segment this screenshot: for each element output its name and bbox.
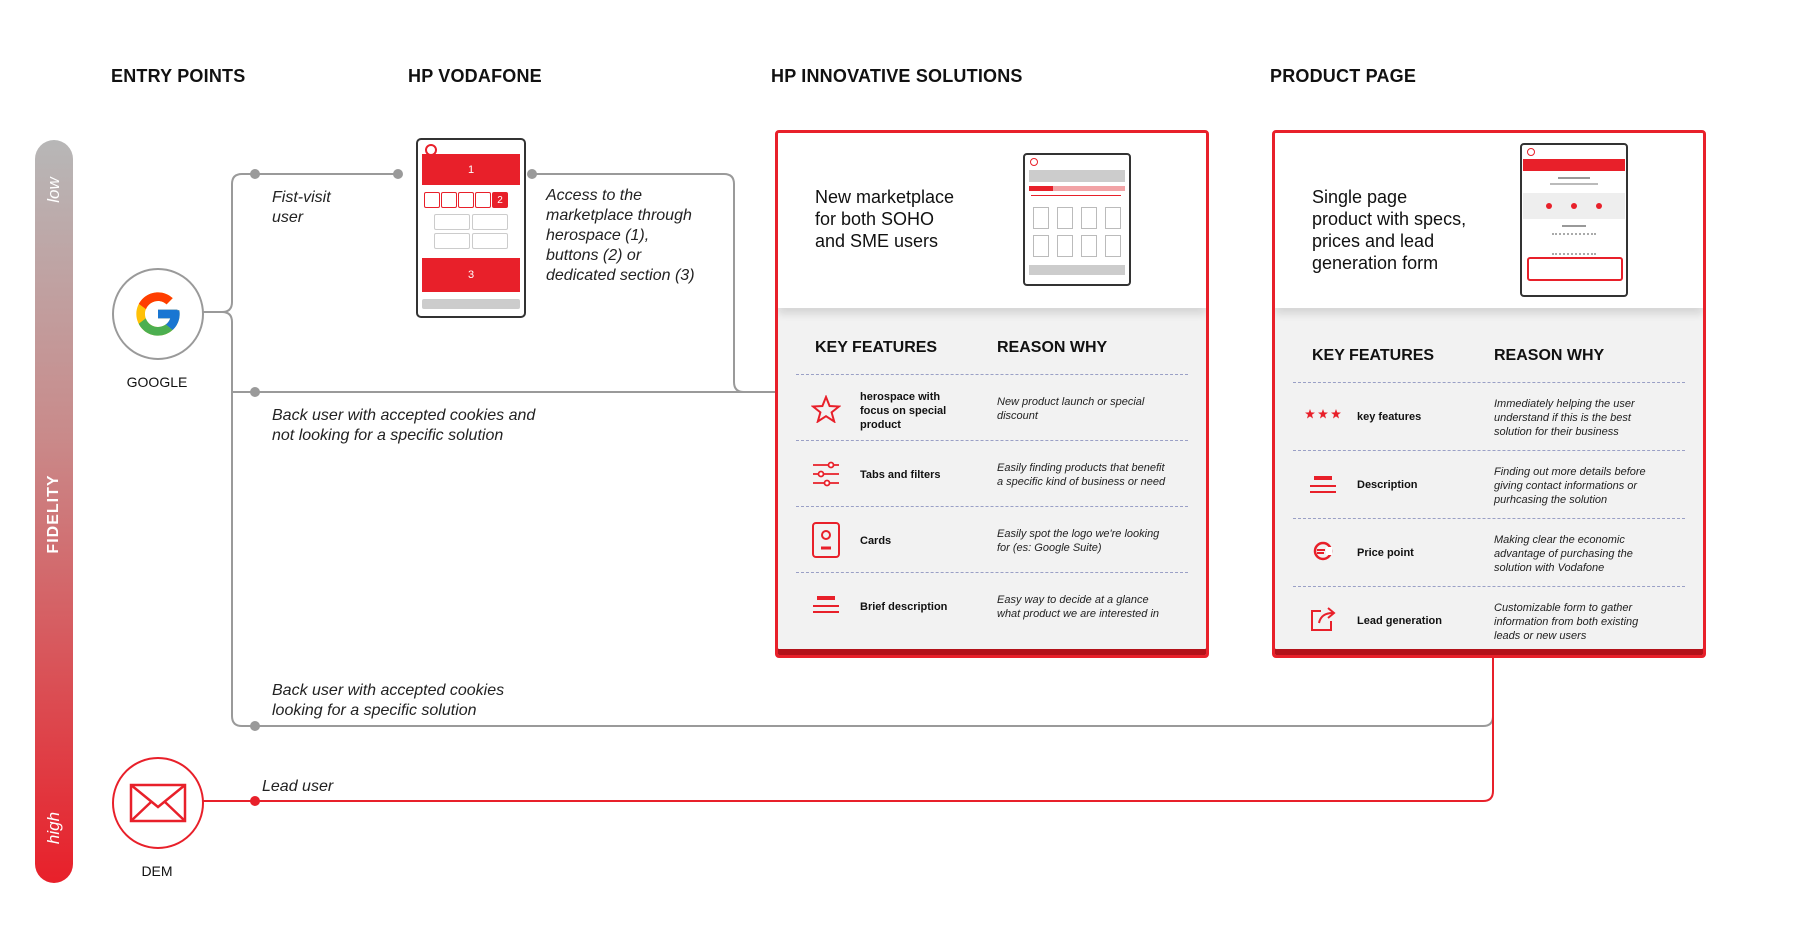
node-back-looking (250, 721, 260, 731)
header-hp-innovative-solutions: HP INNOVATIVE SOLUTIONS (771, 66, 1023, 86)
vodafone-logo-icon (1030, 158, 1038, 166)
reason-line: solution with Vodafone (1494, 562, 1605, 574)
access-line: herospace (1), (546, 227, 650, 244)
lead-user-label: Lead user (262, 778, 334, 795)
reason-line: what product we are interested in (997, 608, 1160, 620)
google-entry[interactable] (112, 268, 204, 360)
header-hp-vodafone: HP VODAFONE (408, 66, 542, 86)
phone-footer (422, 299, 520, 309)
phone-placeholder (472, 233, 508, 249)
node-phone-out (527, 169, 537, 179)
hp-vodafone-phone-mockup (416, 138, 526, 318)
feature-line: key features (1357, 411, 1422, 423)
innovative-row (796, 440, 1188, 507)
reason-line: Making clear the economic (1494, 534, 1625, 546)
mock-footer (1029, 265, 1125, 275)
reason-line: Immediately helping the user (1494, 398, 1635, 410)
innovative-feature (860, 600, 947, 614)
innovative-reason (997, 593, 1159, 621)
product-reason (1494, 601, 1638, 643)
reason-line: purhcasing the solution (1494, 494, 1608, 506)
header-entry-points: ENTRY POINTS (111, 66, 246, 86)
card-icon (806, 521, 846, 559)
product-page-panel (1272, 130, 1706, 658)
mock-card (1057, 235, 1073, 257)
text-lines-icon (806, 595, 846, 615)
innovative-reason (997, 527, 1159, 555)
phone-buttons-badge: 2 (492, 192, 508, 208)
feature-line: focus on special (860, 405, 947, 417)
feature-line: Description (1357, 479, 1418, 491)
feature-line: Cards (860, 535, 892, 547)
innovative-feature (860, 468, 940, 482)
mock-title (1558, 177, 1590, 179)
mock-filters (1031, 195, 1121, 200)
product-reason (1494, 465, 1646, 507)
vodafone-logo-icon (1527, 148, 1535, 156)
reason-line: Easily spot the logo we're looking (997, 528, 1160, 540)
mock-hero (1029, 170, 1125, 182)
mock-lead-form (1527, 257, 1623, 281)
innovative-description (815, 186, 954, 252)
innovative-desc-line: and SME users (815, 231, 939, 251)
feature-line: product (860, 419, 901, 431)
phone-button (424, 192, 440, 208)
innovative-desc-line: New marketplace (815, 187, 955, 207)
access-label (546, 186, 695, 286)
innovative-reason (997, 395, 1144, 423)
mock-card (1057, 207, 1073, 229)
path-lead-user (202, 658, 1493, 801)
feature-line: Tabs and filters (860, 469, 941, 481)
dem-label: DEM (141, 863, 173, 879)
product-desc-line: Single page (1312, 187, 1408, 207)
reason-line: giving contact informations or (1494, 480, 1638, 492)
phone-button (475, 192, 491, 208)
fidelity-low-label: low (44, 177, 63, 203)
share-icon (1303, 605, 1343, 633)
reason-line: Finding out more details before (1494, 466, 1646, 478)
fidelity-high-label: high (44, 811, 63, 845)
back-not-looking-line: not looking for a specific solution (272, 427, 504, 444)
mock-feature-dot (1596, 203, 1602, 209)
back-looking-line: looking for a specific solution (272, 702, 477, 719)
product-desc-line: generation form (1312, 253, 1439, 273)
back-not-looking-line: Back user with accepted cookies and (272, 407, 536, 424)
reason-line: a specific kind of business or need (997, 476, 1166, 488)
reason-line: leads or new users (1494, 630, 1587, 642)
product-reason (1494, 397, 1635, 439)
mock-card (1033, 207, 1049, 229)
reason-line: solution for their business (1494, 426, 1619, 438)
access-line: dedicated section (3) (546, 267, 695, 284)
mock-product-hero (1523, 159, 1625, 171)
envelope-icon (129, 783, 187, 823)
back-not-looking-label (272, 406, 535, 446)
star-icon (806, 395, 846, 423)
product-desc-line: product with specs, (1312, 209, 1467, 229)
first-visit-label (272, 188, 331, 228)
feature-line: Brief description (860, 601, 948, 613)
product-reason-why-heading: REASON WHY (1494, 347, 1605, 364)
google-label: GOOGLE (126, 374, 188, 390)
feature-line: Lead generation (1357, 615, 1442, 627)
access-line: Access to the (546, 187, 643, 204)
feature-line: Price point (1357, 547, 1414, 559)
innovative-feature (860, 534, 891, 548)
product-row (1293, 586, 1685, 655)
mock-tab-active (1029, 186, 1053, 191)
reason-line: information from both existing (1494, 616, 1639, 628)
product-row (1293, 450, 1685, 519)
product-reason (1494, 533, 1633, 575)
access-line: buttons (2) or (546, 247, 642, 264)
phone-placeholder (434, 233, 470, 249)
mock-card (1105, 235, 1121, 257)
back-looking-label (272, 681, 504, 721)
product-row (1293, 382, 1685, 451)
innovative-row (796, 374, 1188, 441)
mock-feature-dot (1571, 203, 1577, 209)
hp-innovative-panel (775, 130, 1209, 658)
mock-tabs (1053, 186, 1125, 191)
feature-line: herospace with (860, 391, 941, 403)
fidelity-label: FIDELITY (45, 474, 62, 554)
product-key-features-heading: KEY FEATURES (1312, 347, 1435, 364)
reason-line: discount (997, 410, 1038, 422)
product-description (1312, 186, 1466, 274)
node-back-not-looking (250, 387, 260, 397)
node-first-visit (250, 169, 260, 179)
google-icon (132, 288, 184, 340)
first-visit-line-2: user (272, 209, 304, 226)
mock-specs-title (1562, 225, 1586, 227)
product-feature (1357, 410, 1421, 424)
innovative-row (796, 506, 1188, 573)
innovative-reason (997, 461, 1165, 489)
access-line: marketplace through (546, 207, 692, 224)
product-feature (1357, 614, 1442, 628)
sliders-icon (806, 461, 846, 487)
innovative-key-features-heading: KEY FEATURES (815, 339, 938, 356)
phone-placeholder (434, 214, 470, 230)
innovative-desc-line: for both SOHO (815, 209, 935, 229)
mock-card (1105, 207, 1121, 229)
reason-line: for (es: Google Suite) (997, 542, 1102, 554)
back-looking-line: Back user with accepted cookies (272, 682, 505, 699)
euro-icon (1303, 541, 1343, 561)
product-desc-line: prices and lead (1312, 231, 1435, 251)
node-lead-user (250, 796, 260, 806)
mock-card (1081, 235, 1097, 257)
product-feature (1357, 546, 1414, 560)
product-page-mockup (1520, 143, 1628, 297)
mock-feature-dot (1546, 203, 1552, 209)
phone-button (458, 192, 474, 208)
reason-line: Easily finding products that benefit (997, 462, 1165, 474)
innovative-row (796, 572, 1188, 639)
reason-line: New product launch or special (997, 396, 1145, 408)
mock-card (1081, 207, 1097, 229)
reason-line: Easy way to decide at a glance (997, 594, 1149, 606)
dem-entry[interactable] (112, 757, 204, 849)
marketplace-page-mockup (1023, 153, 1131, 286)
reason-line: advantage of purchasing the (1494, 548, 1633, 560)
first-visit-line-1: Fist-visit (272, 189, 331, 206)
three-stars-icon (1303, 409, 1343, 419)
innovative-reason-why-heading: REASON WHY (997, 339, 1108, 356)
product-row (1293, 518, 1685, 587)
product-feature (1357, 478, 1418, 492)
header-product-page: PRODUCT PAGE (1270, 66, 1417, 86)
text-lines-icon (1303, 475, 1343, 495)
phone-herospace: 1 (422, 154, 520, 185)
reason-line: understand if this is the best (1494, 412, 1631, 424)
phone-placeholder (472, 214, 508, 230)
phone-dedicated-section: 3 (422, 258, 520, 292)
phone-button (441, 192, 457, 208)
innovative-feature (860, 390, 946, 432)
node-phone-in (393, 169, 403, 179)
reason-line: Customizable form to gather (1494, 602, 1633, 614)
mock-card (1033, 235, 1049, 257)
mock-specs (1552, 233, 1596, 255)
mock-subtitle (1550, 183, 1598, 185)
